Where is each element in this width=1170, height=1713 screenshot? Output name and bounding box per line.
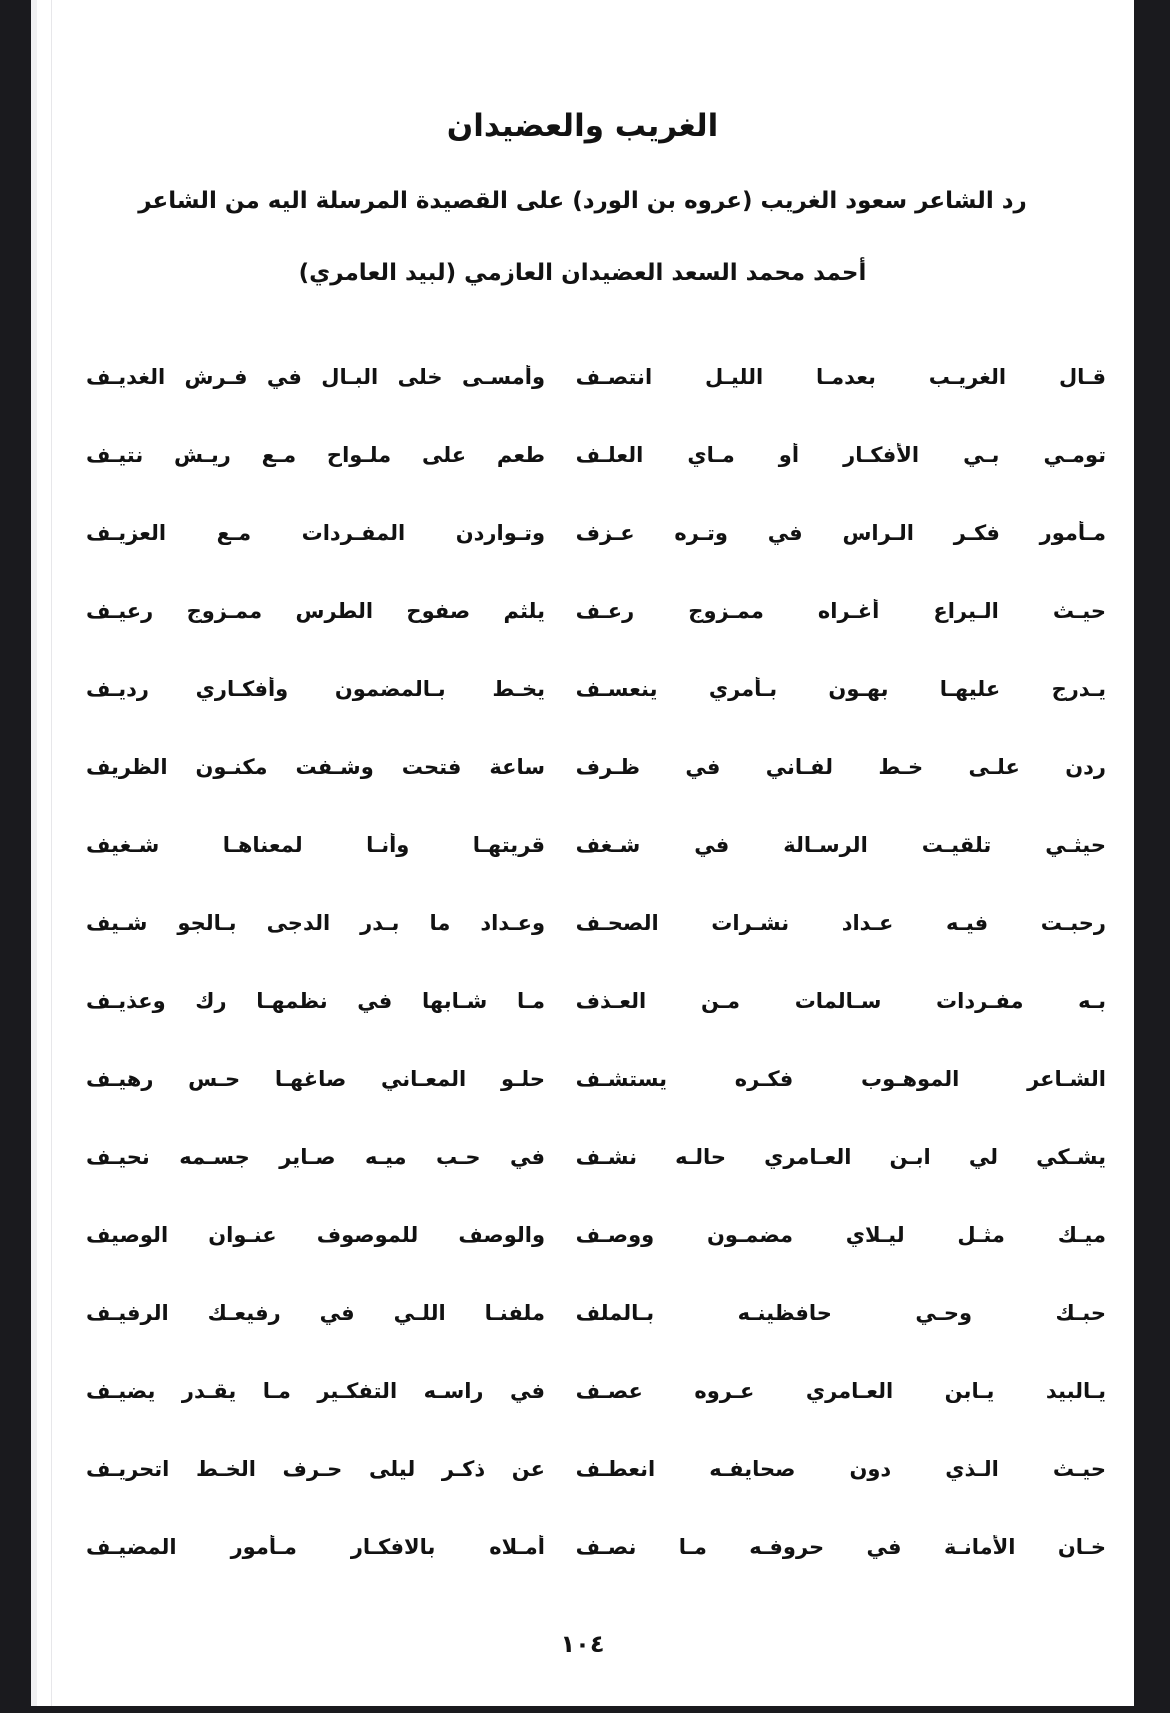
hemistich-left: في راسـه التفكـير مـا يقـدر يضيـف — [86, 1379, 546, 1403]
hemistich-left: عن ذكـر ليلى حـرف الخـط اتحريـف — [86, 1457, 546, 1481]
verse-row — [86, 494, 1106, 572]
verse-row — [86, 1040, 1106, 1118]
hemistich-right: رحبـت فيـه عـداد نشـرات الصحـف — [575, 911, 1106, 935]
hemistich-left: يخـط بـالمضمون وأفكـاري رديـف — [86, 677, 546, 701]
verses-section — [86, 338, 1106, 1586]
hemistich-left: مـا شـابها في نظمهـا رك وعذيـف — [86, 989, 546, 1013]
verse-row — [86, 728, 1106, 806]
hemistich-right: بـه مفـردات سـالمات مـن العـذف — [575, 989, 1106, 1013]
verse-row — [86, 1508, 1106, 1586]
hemistich-right: تومـي بـي الأفكـار أو مـاي العلـف — [575, 443, 1106, 467]
verse-row — [86, 1352, 1106, 1430]
hemistich-right: مـأمور فكـر الـراس في وتـره عـزف — [575, 521, 1106, 545]
verse-row — [86, 1118, 1106, 1196]
hemistich-left: وتـواردن المفـردات مـع العزيـف — [86, 521, 546, 545]
verse-row — [86, 650, 1106, 728]
hemistich-right: خـان الأمانـة في حروفـه مـا نصـف — [575, 1535, 1106, 1559]
hemistich-left: والوصف للموصوف عنـوان الوصيف — [86, 1223, 546, 1247]
hemistich-left: حلـو المعـاني صاغهـا حـس رهيـف — [86, 1067, 546, 1091]
verse-row — [86, 1430, 1106, 1508]
page-content — [31, 0, 1134, 1706]
hemistich-left: يلثم صفوح الطرس ممـزوج رعيـف — [86, 599, 546, 623]
hemistich-left: وعـداد ما بـدر الدجى بـالجو شـيف — [86, 911, 546, 935]
hemistich-left: طعم على ملـواح مـع ريـش نتيـف — [86, 443, 546, 467]
hemistich-right: يشـكي لي ابـن العـامري حالـه نشـف — [575, 1145, 1106, 1169]
hemistich-right: يـالبيد يـابن العـامري عـروه عصـف — [575, 1379, 1106, 1403]
hemistich-right: حيـث الـذي دون صحايفـه انعطـف — [575, 1457, 1106, 1481]
verse-row — [86, 806, 1106, 884]
hemistich-left: ملفنـا اللـي في رفيعـك الرفيـف — [86, 1301, 546, 1325]
hemistich-left: قريتهـا وأنـا لمعناهـا شـغيف — [86, 833, 546, 857]
verse-row — [86, 338, 1106, 416]
hemistich-left: ساعة فتحت وشـفت مكنـون الظريف — [86, 755, 546, 779]
hemistich-left: أمـلاه بالافكـار مـأمور المضيـف — [86, 1535, 546, 1559]
right-dark-band — [1134, 0, 1170, 1713]
hemistich-right: حبـك وحـي حافظينـه بـالملف — [575, 1301, 1106, 1325]
page-number: ١٠٤ — [560, 1630, 605, 1658]
verse-row — [86, 572, 1106, 650]
page-sheet — [31, 0, 1134, 1706]
bottom-dark-band — [0, 1706, 1170, 1713]
hemistich-left: وأمسـى خلى البـال في فـرش الغديـف — [86, 365, 546, 389]
verse-row — [86, 1196, 1106, 1274]
verse-row — [86, 1274, 1106, 1352]
verse-row — [86, 962, 1106, 1040]
hemistich-right: حيثـي تلقيـت الرسـالة في شـغف — [575, 833, 1106, 857]
page-title: الغريب والعضيدان — [446, 108, 719, 144]
hemistich-right: الشـاعر الموهـوب فكـره يستشـف — [575, 1067, 1106, 1091]
verse-row — [86, 416, 1106, 494]
hemistich-right: ميـك مثـل ليـلاي مضمـون ووصـف — [575, 1223, 1106, 1247]
subtitle-line1: رد الشاعر سعود الغريب (عروه بن الورد) على القصيدة المرسلة اليه من الشاعر — [138, 188, 1027, 214]
hemistich-right: ردن علـى خـط لفـاني في ظـرف — [575, 755, 1106, 779]
hemistich-left: في حـب ميـه صـاير جسـمه نحيـف — [86, 1145, 546, 1169]
left-dark-band — [0, 0, 31, 1713]
hemistich-right: حيـث الـيراع أغـراه ممـزوج رعـف — [575, 599, 1106, 623]
hemistich-right: يـدرج عليهـا بهـون بـأمري ينعسـف — [575, 677, 1106, 701]
subtitle-line2: أحمد محمد السعد العضيدان العازمي (لبيد العامري) — [298, 260, 867, 286]
verse-row — [86, 884, 1106, 962]
hemistich-right: قـال الغريـب بعدمـا الليـل انتصـف — [575, 365, 1106, 389]
